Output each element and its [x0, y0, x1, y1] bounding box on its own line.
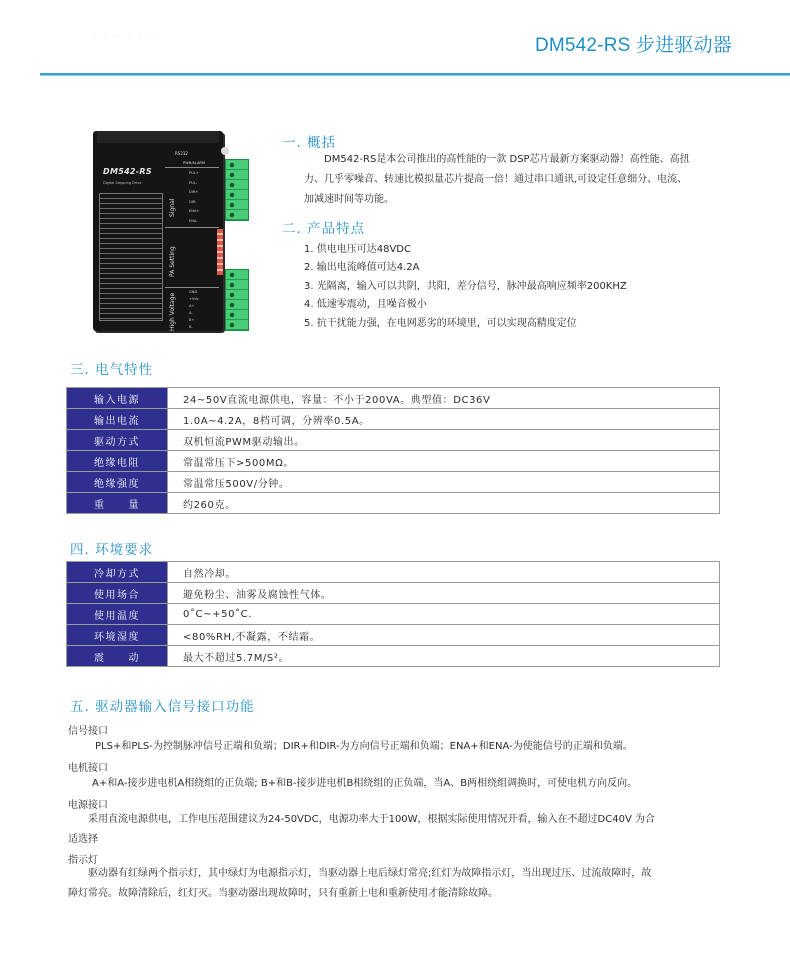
spec-value: 常温常压下>500MΩ。 — [168, 451, 720, 472]
table-row — [67, 451, 720, 472]
power-interface-line: 适选择 — [68, 834, 98, 845]
driver-divider — [165, 287, 219, 288]
pin-label: +Vdc — [189, 297, 199, 301]
pa-setting-label: PA Setting — [169, 246, 176, 277]
spec-value: 1.0A~4.2A，8档可调，分辨率0.5A。 — [168, 409, 720, 430]
driver-model-label: DM542-RS — [103, 167, 152, 176]
spec-value: 常温常压500V/分钟。 — [168, 472, 720, 493]
section-title-electrical: 三. 电气特性 — [70, 362, 154, 378]
table-row — [67, 388, 720, 409]
overview-paragraph — [304, 150, 744, 210]
spec-value: 0˚C~+50˚C. — [168, 604, 720, 625]
pin-label: B- — [189, 325, 193, 329]
spec-value: 自然冷却。 — [168, 562, 720, 583]
overview-line: 加减速时间等功能。 — [304, 194, 394, 205]
pin-label: GND — [189, 290, 198, 294]
pin-label: DIR+ — [189, 190, 199, 194]
spec-key: 输出电流 — [67, 409, 168, 430]
indicator-line: 驱动器有红绿两个指示灯，其中绿灯为电源指示灯，当驱动器上电后绿灯常亮;红灯为故障指示灯，当出现过压、过流故障时，故 — [68, 868, 652, 879]
driver-divider — [165, 167, 219, 168]
rs232-label: RS232 — [175, 151, 188, 156]
pin-label: ENA+ — [189, 209, 200, 213]
environment-spec-table — [66, 561, 720, 667]
driver-settings-table — [99, 193, 163, 321]
table-row — [67, 493, 720, 514]
spec-value: 24~50V直流电源供电，容量：不小于200VA。典型值：DC36V — [168, 388, 720, 409]
spec-value: 避免粉尘、油雾及腐蚀性气体。 — [168, 583, 720, 604]
signal-interface-text: PLS+和PLS-为控制脉冲信号正端和负端；DIR+和DIR-为方向信号正端和负端；ENA+和ENA-为使能信号的正端和负端。 — [95, 741, 633, 752]
spec-value: 约260克。 — [168, 493, 720, 514]
table-row — [67, 430, 720, 451]
table-row — [67, 409, 720, 430]
indicator-text — [68, 864, 651, 904]
section-title-environment: 四. 环境要求 — [70, 542, 154, 558]
power-interface-line: 采用直流电源供电，工作电压范围建议为24-50VDC，电源功率大于100W，根据实际使用情况开看，输入在不超过DC40V 为合 — [68, 814, 655, 825]
driver-top-edge — [97, 131, 219, 143]
spec-key: 使用温度 — [67, 604, 168, 625]
signal-label: Signal — [169, 198, 176, 217]
spec-value: 双机恒流PWM驱动输出。 — [168, 430, 720, 451]
driver-divider — [165, 227, 219, 228]
dip-switch-bank — [217, 229, 223, 275]
motor-interface-heading: 电机接口 — [68, 763, 108, 774]
feature-item: 3. 光隔离，输入可以共阴，共阳，差分信号，脉冲最高响应频率200KHZ — [304, 280, 627, 292]
feature-item: 2. 输出电流峰值可达4.2A — [304, 262, 420, 274]
electrical-spec-table — [66, 387, 720, 514]
spec-value: <80%RH,不凝露，不结霜。 — [168, 625, 720, 646]
indicator-line: 障灯常亮。故障清除后，红灯灭。当驱动器出现故障时，只有重新上电和重新使用才能清除故障。 — [68, 888, 498, 899]
faint-logo-text: · · · · · · — [92, 30, 156, 44]
table-row — [67, 583, 720, 604]
spec-key: 使用场合 — [67, 583, 168, 604]
page-title: DM542-RS 步进驱动器 — [534, 35, 732, 56]
spec-key: 绝缘强度 — [67, 472, 168, 493]
indicator-heading: 指示灯 — [68, 855, 98, 866]
pin-label: DIR- — [189, 199, 197, 204]
feature-item: 4. 低速零震动，且噪音极小 — [304, 299, 427, 311]
spec-key: 驱动方式 — [67, 430, 168, 451]
table-row — [67, 646, 720, 667]
table-row — [67, 472, 720, 493]
product-image-stepper-driver — [93, 123, 253, 333]
feature-item: 5. 抗干扰能力强，在电网恶劣的环境里，可以实现高精度定位 — [304, 317, 577, 329]
table-row — [67, 625, 720, 646]
pin-label: ENA- — [189, 218, 198, 223]
pin-label: PUL- — [189, 180, 198, 185]
status-led — [221, 147, 229, 155]
features-list — [304, 241, 627, 333]
spec-key: 绝缘电阻 — [67, 451, 168, 472]
signal-terminal-block — [225, 159, 249, 221]
signal-interface-heading: 信号接口 — [68, 726, 108, 737]
spec-key: 重 量 — [67, 493, 168, 514]
signal-pin-labels — [189, 169, 199, 226]
high-voltage-label: High Voltage — [169, 292, 176, 331]
driver-subtitle: Digital Stepping Drive — [103, 181, 142, 185]
section-title-features: 二. 产品特点 — [282, 221, 366, 237]
pin-label: A- — [189, 311, 193, 315]
motor-interface-text: A+和A-接步进电机A相绕组的正负端; B+和B-接步进电机B相绕组的正负端，当A、B两相绕组调换时，可使电机方向反向。 — [92, 778, 638, 789]
spec-key: 输入电源 — [67, 388, 168, 409]
power-interface-text — [68, 810, 655, 850]
pin-label: A+ — [189, 304, 195, 308]
spec-key: 环境湿度 — [67, 625, 168, 646]
section-title-overview: 一. 概括 — [282, 135, 337, 151]
table-row — [67, 562, 720, 583]
power-interface-heading: 电源接口 — [68, 800, 108, 811]
spec-key: 冷却方式 — [67, 562, 168, 583]
power-terminal-block — [225, 269, 249, 331]
title-divider — [40, 73, 790, 75]
driver-housing — [93, 131, 223, 331]
power-pin-labels — [189, 289, 199, 331]
pin-label: B+ — [189, 318, 195, 322]
section-title-interface: 五. 驱动器输入信号接口功能 — [70, 699, 255, 715]
spec-key: 震 动 — [67, 646, 168, 667]
overview-line: 力、几乎零噪音、转速比模拟量芯片提高一倍！通过串口通讯,可设定任意细分、电流、 — [304, 174, 688, 185]
feature-item: 1. 供电电压可达48VDC — [304, 244, 411, 255]
spec-value: 最大不超过5.7M/S²。 — [168, 646, 720, 667]
pwr-alarm-label: PWR/ALARM — [183, 161, 206, 165]
pin-label: PUL+ — [189, 171, 199, 175]
table-row — [67, 604, 720, 625]
overview-line: DM542-RS是本公司推出的高性能的一款 DSP芯片最新方案驱动器！高性能、高扭 — [304, 154, 690, 165]
